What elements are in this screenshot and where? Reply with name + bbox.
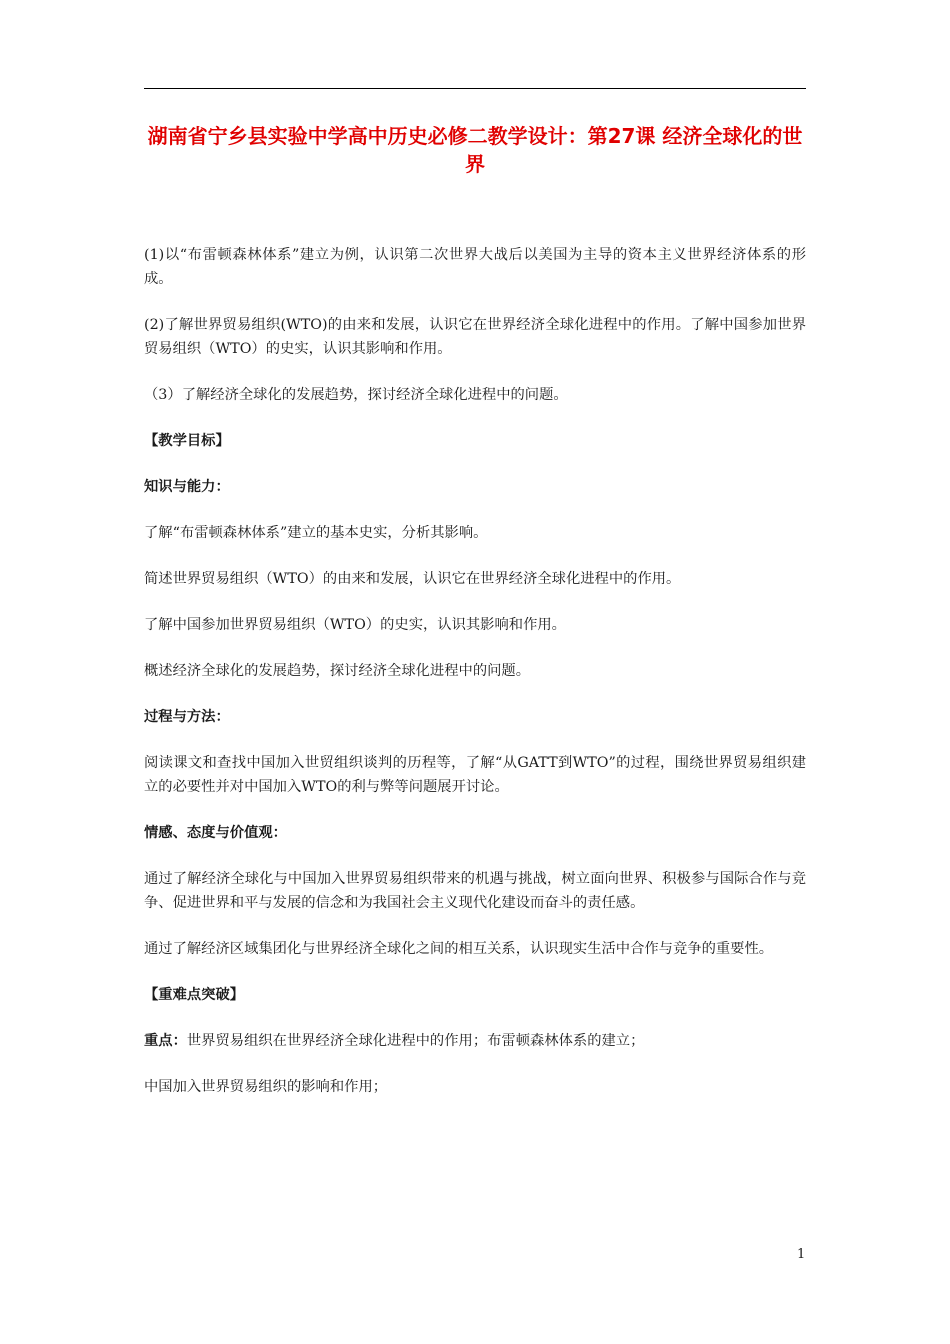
process-method-text: 阅读课文和查找中国加入世贸组织谈判的历程等，了解“从GATT到WTO”的过程，围绕世界贸易组织建立的必要性并对中国加入WTO的利与弊等问题展开讨论。 [144,755,806,795]
knowledge-item-3: 了解中国参加世界贸易组织（WTO）的史实，认识其影响和作用。 [144,617,566,633]
key-points-text: 世界贸易组织在世界经济全球化进程中的作用；布雷顿森林体系的建立； [186,1033,645,1049]
subheading-knowledge-ability: 知识与能力： [144,479,230,495]
section-heading-teaching-goals: 【教学目标】 [144,433,230,449]
objective-3: （3）了解经济全球化的发展趋势，探讨经济全球化进程中的问题。 [144,387,568,403]
knowledge-item-4: 概述经济全球化的发展趋势，探讨经济全球化进程中的问题。 [144,663,531,679]
emotion-values-text-1: 通过了解经济全球化与中国加入世界贸易组织带来的机遇与挑战，树立面向世界、积极参与国际合作与竞争、促进世界和平与发展的信念和为我国社会主义现代化建设而奋斗的责任感。 [144,871,806,911]
key-points-lead: 重点： [144,1033,187,1049]
document-title: 湖南省宁乡县实验中学高中历史必修二教学设计：第27课 经济全球化的世界 [147,124,803,176]
subheading-emotion-values: 情感、态度与价值观： [144,825,287,841]
subheading-process-method: 过程与方法： [144,709,230,725]
page-number: 1 [797,1247,806,1262]
header-rule [144,88,806,89]
knowledge-item-1: 了解“布雷顿森林体系”建立的基本史实，分析其影响。 [144,525,488,541]
objective-2: (2)了解世界贸易组织(WTO)的由来和发展，认识它在世界经济全球化进程中的作用。了解中国参加世界贸易组织（WTO）的史实，认识其影响和作用。 [144,317,806,357]
key-points-continuation: 中国加入世界贸易组织的影响和作用； [144,1079,388,1095]
objective-1: (1)以“布雷顿森林体系”建立为例，认识第二次世界大战后以美国为主导的资本主义世界经济体系的形成。 [144,247,806,287]
document-body [144,243,806,1099]
emotion-values-text-2: 通过了解经济区域集团化与世界经济全球化之间的相互关系，认识现实生活中合作与竞争的重要性。 [144,941,774,957]
key-points-line [144,1029,806,1053]
knowledge-item-2: 简述世界贸易组织（WTO）的由来和发展，认识它在世界经济全球化进程中的作用。 [144,571,681,587]
section-heading-key-points: 【重难点突破】 [144,987,245,1003]
